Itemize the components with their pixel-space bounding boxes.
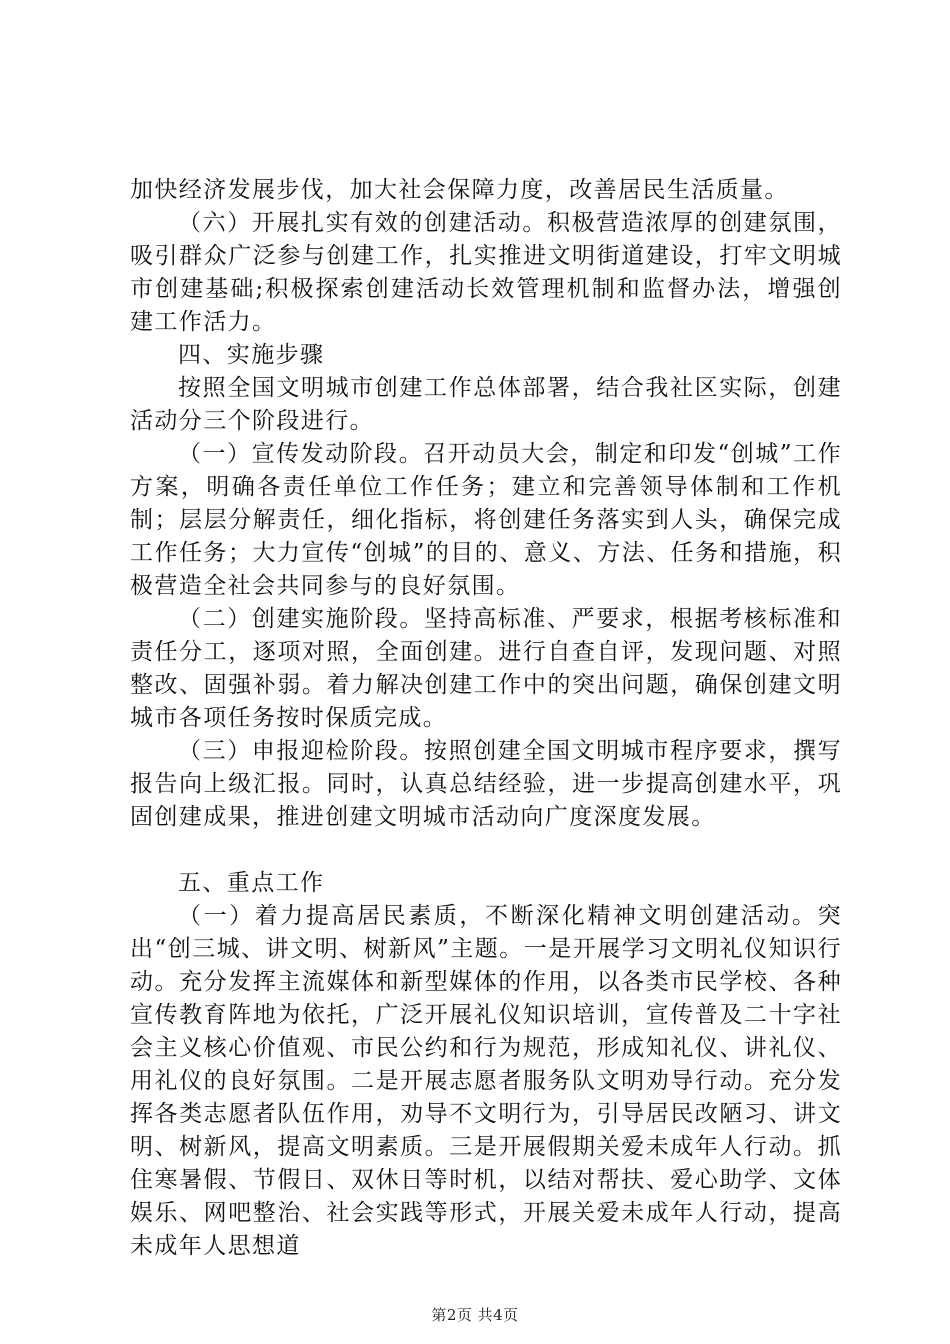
document-body (130, 174, 842, 1263)
paragraph-item-six: （六）开展扎实有效的创建活动。积极营造浓厚的创建氛围，吸引群众广泛参与创建工作，扎实推进文明街道建设，打牢文明城市创建基础;积极探索创建活动长效管理机制和监督办法，增强创建工作活力。 (130, 210, 842, 335)
paragraph-stage-three: （三）申报迎检阶段。按照创建全国文明城市程序要求，撰写报告向上级汇报。同时，认真总结经验，进一步提高创建水平，巩固创建成果，推进创建文明城市活动向广度深度发展。 (130, 738, 842, 830)
section-heading-key-work: 五、重点工作 (178, 870, 325, 896)
page-number-footer: 第2页 共4页 (431, 1306, 519, 1324)
paragraph-deployment: 按照全国文明城市创建工作总体部署，结合我社区实际，创建活动分三个阶段进行。 (130, 375, 842, 434)
paragraph-key-work-one: （一）着力提高居民素质，不断深化精神文明创建活动。突出“创三城、讲文明、树新风”主题。一是开展学习文明礼仪知识行动。充分发挥主流媒体和新型媒体的作用，以各类市民学校、各种宣传教育阵地为依托，广泛开展礼仪知识培训，宣传普及二十字社会主义核心价值观、市民公约和行为规范，形成知礼仪、讲礼仪、用礼仪的良好氛围。二是开展志愿者服务队文明劝导行动。充分发挥各类志愿者队伍作用，劝导不文明行为，引导居民改陋习、讲文明、树新风，提高文明素质。三是开展假期关爱未成年人行动。抓住寒暑假、节假日、双休日等时机，以结对帮扶、爱心助学、文体娱乐、网吧整治、社会实践等形式，开展关爱未成年人行动，提高未成年人思想道 (130, 903, 842, 1259)
paragraph-stage-two: （二）创建实施阶段。坚持高标准、严要求，根据考核标准和责任分工，逐项对照，全面创建。进行自查自评，发现问题、对照整改、固强补弱。着力解决创建工作中的突出问题，确保创建文明城市各项任务按时保质完成。 (130, 606, 842, 731)
section-heading-implementation-steps: 四、实施步骤 (178, 342, 325, 368)
paragraph-continuation: 加快经济发展步伐，加大社会保障力度，改善居民生活质量。 (130, 177, 789, 203)
paragraph-stage-one: （一）宣传发动阶段。召开动员大会，制定和印发“创城”工作方案，明确各责任单位工作任务；建立和完善领导体制和工作机制；层层分解责任，细化指标，将创建任务落实到人头，确保完成工作任务；大力宣传“创城”的目的、意义、方法、任务和措施，积极营造全社会共同参与的良好氛围。 (130, 441, 842, 599)
